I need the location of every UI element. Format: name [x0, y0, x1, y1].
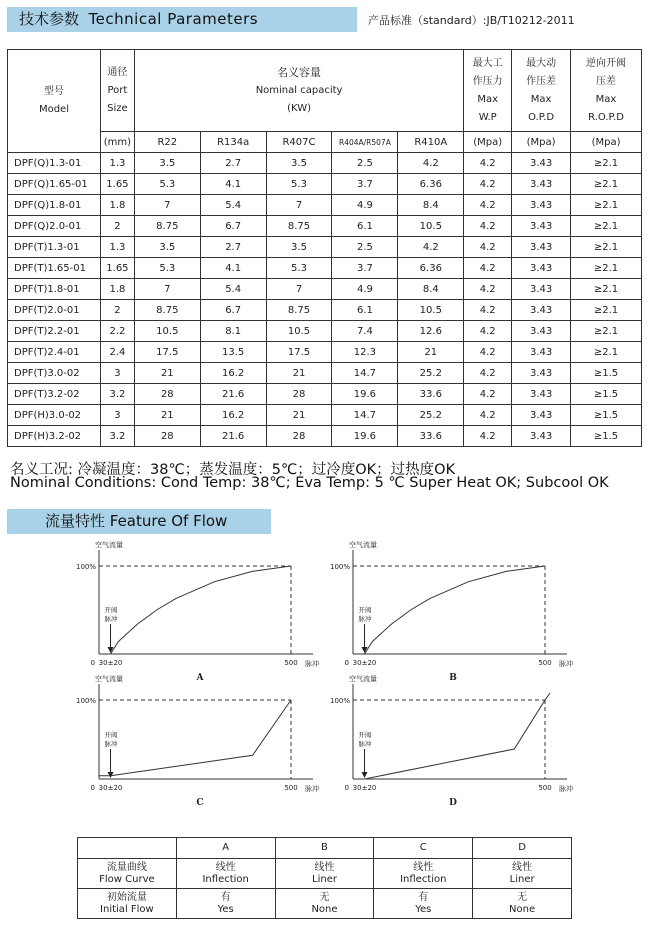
value-cell: 6.7 — [200, 216, 266, 237]
value-cell: 1.8 — [100, 195, 134, 216]
value-cell: 3.43 — [512, 300, 571, 321]
value-cell: 28 — [134, 384, 200, 405]
model-cell: DPF(T)3.0-02 — [8, 363, 101, 384]
value-cell: 3.43 — [512, 174, 571, 195]
value-cell: 8.4 — [398, 195, 464, 216]
model-cell: DPF(Q)2.0-01 — [8, 216, 101, 237]
col-opd-header: 最大动 作压差 Max O.P.D — [512, 50, 571, 132]
flow-curve-cell: 线性 Inflection — [176, 859, 275, 889]
value-cell: 25.2 — [398, 405, 464, 426]
x-tick-30: 30±20 — [98, 784, 123, 792]
value-cell: 5.3 — [266, 258, 332, 279]
unit-cell: (mm) — [100, 132, 134, 153]
unit-cell: R410A — [398, 132, 464, 153]
x-tick-30: 30±20 — [98, 659, 123, 667]
value-cell: 17.5 — [134, 342, 200, 363]
value-cell: ≥1.5 — [571, 384, 642, 405]
units-row — [8, 132, 642, 153]
value-cell: 8.75 — [134, 216, 200, 237]
value-cell: 2.5 — [332, 153, 398, 174]
x-tick-30: 30±20 — [352, 784, 377, 792]
value-cell: 28 — [134, 426, 200, 447]
model-cell: DPF(T)1.3-01 — [8, 237, 101, 258]
value-cell: 14.7 — [332, 405, 398, 426]
value-cell: ≥2.1 — [571, 342, 642, 363]
value-cell: 4.2 — [464, 363, 512, 384]
chart-caption: A — [196, 673, 204, 683]
initial-flow-cell: 有 Yes — [374, 889, 473, 919]
table-row — [8, 426, 642, 447]
value-cell: 2.7 — [200, 153, 266, 174]
value-cell: 33.6 — [398, 384, 464, 405]
value-cell: 3.7 — [332, 174, 398, 195]
value-cell: 4.9 — [332, 195, 398, 216]
value-cell: 4.9 — [332, 279, 398, 300]
value-cell: 2 — [100, 216, 134, 237]
table-row — [8, 258, 642, 279]
value-cell: 4.2 — [464, 426, 512, 447]
value-cell: ≥2.1 — [571, 279, 642, 300]
value-cell: 8.75 — [266, 216, 332, 237]
section-header-technical-parameters — [7, 7, 357, 32]
nominal-conditions-en: Nominal Conditions: Cond Temp: 38℃; Eva Temp: 5 ℃ Super Heat OK; Subcool OK — [10, 475, 609, 491]
value-cell: 21 — [134, 363, 200, 384]
value-cell: 12.3 — [332, 342, 398, 363]
y-axis-label: 空气流量 — [95, 675, 123, 683]
value-cell: 6.7 — [200, 300, 266, 321]
value-cell: 3.43 — [512, 153, 571, 174]
value-cell: ≥1.5 — [571, 363, 642, 384]
table-row — [8, 153, 642, 174]
value-cell: 13.5 — [200, 342, 266, 363]
value-cell: ≥1.5 — [571, 426, 642, 447]
x-axis-unit: 脉冲 — [559, 660, 573, 668]
value-cell: 10.5 — [398, 216, 464, 237]
flow-curve-a — [111, 566, 291, 654]
flow-col-header: A — [176, 838, 275, 859]
value-cell: 3.43 — [512, 321, 571, 342]
value-cell: 2.4 — [100, 342, 134, 363]
value-cell: 3.2 — [100, 426, 134, 447]
value-cell: 1.3 — [100, 237, 134, 258]
table-row — [8, 405, 642, 426]
unit-cell: R22 — [134, 132, 200, 153]
y-axis-label: 空气流量 — [349, 675, 377, 683]
section-header-flow: 流量特性 Feature Of Flow — [7, 509, 271, 534]
y-axis-label: 空气流量 — [95, 541, 123, 549]
unit-cell: R134a — [200, 132, 266, 153]
flow-charts — [0, 535, 650, 835]
value-cell: 4.2 — [464, 174, 512, 195]
value-cell: 3.5 — [266, 237, 332, 258]
model-cell: DPF(H)3.2-02 — [8, 426, 101, 447]
y-tick-100: 100% — [75, 697, 96, 705]
value-cell: 2.7 — [200, 237, 266, 258]
value-cell: 3.43 — [512, 363, 571, 384]
open-valve-label: 开阀 — [358, 606, 372, 614]
row-label-flow-curve: 流量曲线 Flow Curve — [78, 859, 177, 889]
model-cell: DPF(T)1.8-01 — [8, 279, 101, 300]
value-cell: 21.6 — [200, 426, 266, 447]
model-cell: DPF(H)3.0-02 — [8, 405, 101, 426]
value-cell: 3.5 — [134, 153, 200, 174]
flow-curve-cell: 线性 Inflection — [374, 859, 473, 889]
col-ropd-header: 逆向开阀 压差 Max R.O.P.D — [571, 50, 642, 132]
value-cell: 5.3 — [134, 174, 200, 195]
value-cell: 4.2 — [464, 216, 512, 237]
value-cell: 3.2 — [100, 384, 134, 405]
unit-cell: R404A/R507A — [332, 132, 398, 153]
table-row — [8, 321, 642, 342]
chart-caption: C — [196, 798, 204, 808]
pulse-label: 脉冲 — [358, 740, 372, 748]
value-cell: 10.5 — [398, 300, 464, 321]
value-cell: 2.2 — [100, 321, 134, 342]
model-cell: DPF(T)2.0-01 — [8, 300, 101, 321]
table-row — [8, 300, 642, 321]
x-axis-unit: 脉冲 — [559, 785, 573, 793]
value-cell: 28 — [266, 426, 332, 447]
value-cell: 10.5 — [134, 321, 200, 342]
y-tick-100: 100% — [329, 697, 350, 705]
x-axis-unit: 脉冲 — [305, 660, 319, 668]
flow-col-header: B — [275, 838, 374, 859]
value-cell: 4.2 — [464, 195, 512, 216]
value-cell: 7 — [134, 195, 200, 216]
value-cell: 4.2 — [464, 237, 512, 258]
value-cell: ≥2.1 — [571, 174, 642, 195]
value-cell: 2 — [100, 300, 134, 321]
table-row — [8, 384, 642, 405]
table-row — [8, 363, 642, 384]
flow-curve-d — [365, 700, 546, 779]
value-cell: 8.4 — [398, 279, 464, 300]
value-cell: ≥2.1 — [571, 321, 642, 342]
value-cell: 6.36 — [398, 174, 464, 195]
model-cell: DPF(T)2.4-01 — [8, 342, 101, 363]
title-en: Technical Parameters — [88, 10, 259, 28]
value-cell: 16.2 — [200, 363, 266, 384]
flow-type-table — [77, 837, 572, 919]
row-label-initial-flow: 初始流量 Initial Flow — [78, 889, 177, 919]
value-cell: 1.65 — [100, 258, 134, 279]
value-cell: ≥2.1 — [571, 300, 642, 321]
value-cell: 2.5 — [332, 237, 398, 258]
value-cell: 5.4 — [200, 279, 266, 300]
value-cell: 1.3 — [100, 153, 134, 174]
model-cell: DPF(Q)1.8-01 — [8, 195, 101, 216]
title-cn: 技术参数 — [19, 10, 80, 28]
value-cell: ≥2.1 — [571, 153, 642, 174]
open-valve-label: 开阀 — [358, 731, 372, 739]
flow-col-header: C — [374, 838, 473, 859]
x-tick-0: 0 — [344, 659, 349, 667]
value-cell: 19.6 — [332, 426, 398, 447]
value-cell: ≥2.1 — [571, 258, 642, 279]
table-row — [8, 216, 642, 237]
table-row — [8, 195, 642, 216]
value-cell: 3.43 — [512, 195, 571, 216]
value-cell: ≥2.1 — [571, 195, 642, 216]
x-tick-500: 500 — [538, 659, 552, 667]
value-cell: 5.3 — [134, 258, 200, 279]
flow-curve-extension — [545, 693, 550, 700]
flow-curve-cell: 线性 Liner — [473, 859, 572, 889]
model-cell: DPF(T)1.65-01 — [8, 258, 101, 279]
unit-cell: R407C — [266, 132, 332, 153]
pulse-label: 脉冲 — [358, 615, 372, 623]
value-cell: 33.6 — [398, 426, 464, 447]
flow-col-header: D — [473, 838, 572, 859]
x-tick-500: 500 — [538, 784, 552, 792]
chart-caption: B — [449, 673, 457, 683]
value-cell: 17.5 — [266, 342, 332, 363]
col-model-header: 型号 Model — [8, 50, 101, 153]
corner-cell — [78, 838, 177, 859]
value-cell: 25.2 — [398, 363, 464, 384]
unit-cell: (Mpa) — [512, 132, 571, 153]
nominal-conditions-cn: 名义工况: 冷凝温度：38℃；蒸发温度：5℃；过冷度OK；过热度OK — [10, 462, 456, 478]
pulse-label: 脉冲 — [104, 615, 118, 623]
value-cell: 4.2 — [464, 384, 512, 405]
value-cell: 10.5 — [266, 321, 332, 342]
value-cell: 3.43 — [512, 405, 571, 426]
initial-flow-cell: 有 Yes — [176, 889, 275, 919]
model-cell: DPF(T)3.2-02 — [8, 384, 101, 405]
value-cell: 3.43 — [512, 342, 571, 363]
value-cell: 3.5 — [134, 237, 200, 258]
value-cell: 3 — [100, 363, 134, 384]
pulse-label: 脉冲 — [104, 740, 118, 748]
value-cell: 1.8 — [100, 279, 134, 300]
value-cell: 6.36 — [398, 258, 464, 279]
value-cell: 4.2 — [464, 321, 512, 342]
value-cell: ≥2.1 — [571, 216, 642, 237]
value-cell: 4.2 — [398, 153, 464, 174]
value-cell: 3.43 — [512, 426, 571, 447]
value-cell: 4.2 — [464, 258, 512, 279]
col-wp-header: 最大工 作压力 Max W.P — [464, 50, 512, 132]
y-axis-label: 空气流量 — [349, 541, 377, 549]
flow-curve-c — [99, 700, 291, 776]
x-tick-0: 0 — [90, 659, 95, 667]
chart-caption: D — [449, 798, 457, 808]
table-row — [8, 342, 642, 363]
value-cell: 21 — [398, 342, 464, 363]
spec-table — [7, 49, 642, 447]
value-cell: 3.43 — [512, 237, 571, 258]
col-capacity-header: 名义容量 Nominal capacity (KW) — [134, 50, 463, 132]
value-cell: 4.2 — [464, 342, 512, 363]
initial-flow-cell: 无 None — [275, 889, 374, 919]
value-cell: 3.43 — [512, 384, 571, 405]
value-cell: 21.6 — [200, 384, 266, 405]
value-cell: 3.7 — [332, 258, 398, 279]
value-cell: 7 — [266, 195, 332, 216]
value-cell: 3.43 — [512, 279, 571, 300]
table-row — [8, 279, 642, 300]
value-cell: 6.1 — [332, 216, 398, 237]
x-tick-0: 0 — [90, 784, 95, 792]
arrow-head — [362, 772, 368, 778]
value-cell: 6.1 — [332, 300, 398, 321]
open-valve-label: 开阀 — [104, 606, 118, 614]
value-cell: 7 — [134, 279, 200, 300]
value-cell: 8.75 — [134, 300, 200, 321]
value-cell: 14.7 — [332, 363, 398, 384]
value-cell: 4.2 — [464, 279, 512, 300]
value-cell: 16.2 — [200, 405, 266, 426]
value-cell: 7 — [266, 279, 332, 300]
x-tick-30: 30±20 — [352, 659, 377, 667]
value-cell: 21 — [134, 405, 200, 426]
value-cell: 4.1 — [200, 174, 266, 195]
y-tick-100: 100% — [75, 563, 96, 571]
unit-cell: (Mpa) — [571, 132, 642, 153]
model-cell: DPF(Q)1.65-01 — [8, 174, 101, 195]
value-cell: 3 — [100, 405, 134, 426]
value-cell: 4.2 — [464, 405, 512, 426]
value-cell: 4.1 — [200, 258, 266, 279]
value-cell: 4.2 — [398, 237, 464, 258]
value-cell: 3.5 — [266, 153, 332, 174]
x-tick-500: 500 — [284, 659, 298, 667]
value-cell: ≥2.1 — [571, 237, 642, 258]
value-cell: 8.75 — [266, 300, 332, 321]
flow-curve-b — [365, 566, 545, 654]
value-cell: 19.6 — [332, 384, 398, 405]
col-port-header: 通径 Port Size — [100, 50, 134, 132]
value-cell: 12.6 — [398, 321, 464, 342]
table-row — [8, 237, 642, 258]
x-tick-500: 500 — [284, 784, 298, 792]
value-cell: 8.1 — [200, 321, 266, 342]
value-cell: 7.4 — [332, 321, 398, 342]
value-cell: 1.65 — [100, 174, 134, 195]
x-tick-0: 0 — [344, 784, 349, 792]
flow-curve-cell: 线性 Liner — [275, 859, 374, 889]
unit-cell: (Mpa) — [464, 132, 512, 153]
model-cell: DPF(T)2.2-01 — [8, 321, 101, 342]
open-valve-label: 开阀 — [104, 731, 118, 739]
value-cell: 28 — [266, 384, 332, 405]
value-cell: ≥1.5 — [571, 405, 642, 426]
value-cell: 5.3 — [266, 174, 332, 195]
product-standard: 产品标准（standard）:JB/T10212-2011 — [368, 14, 575, 27]
value-cell: 3.43 — [512, 216, 571, 237]
value-cell: 4.2 — [464, 153, 512, 174]
y-tick-100: 100% — [329, 563, 350, 571]
value-cell: 3.43 — [512, 258, 571, 279]
value-cell: 5.4 — [200, 195, 266, 216]
x-axis-unit: 脉冲 — [305, 785, 319, 793]
value-cell: 4.2 — [464, 300, 512, 321]
table-row — [8, 174, 642, 195]
initial-flow-cell: 无 None — [473, 889, 572, 919]
model-cell: DPF(Q)1.3-01 — [8, 153, 101, 174]
value-cell: 21 — [266, 363, 332, 384]
value-cell: 21 — [266, 405, 332, 426]
